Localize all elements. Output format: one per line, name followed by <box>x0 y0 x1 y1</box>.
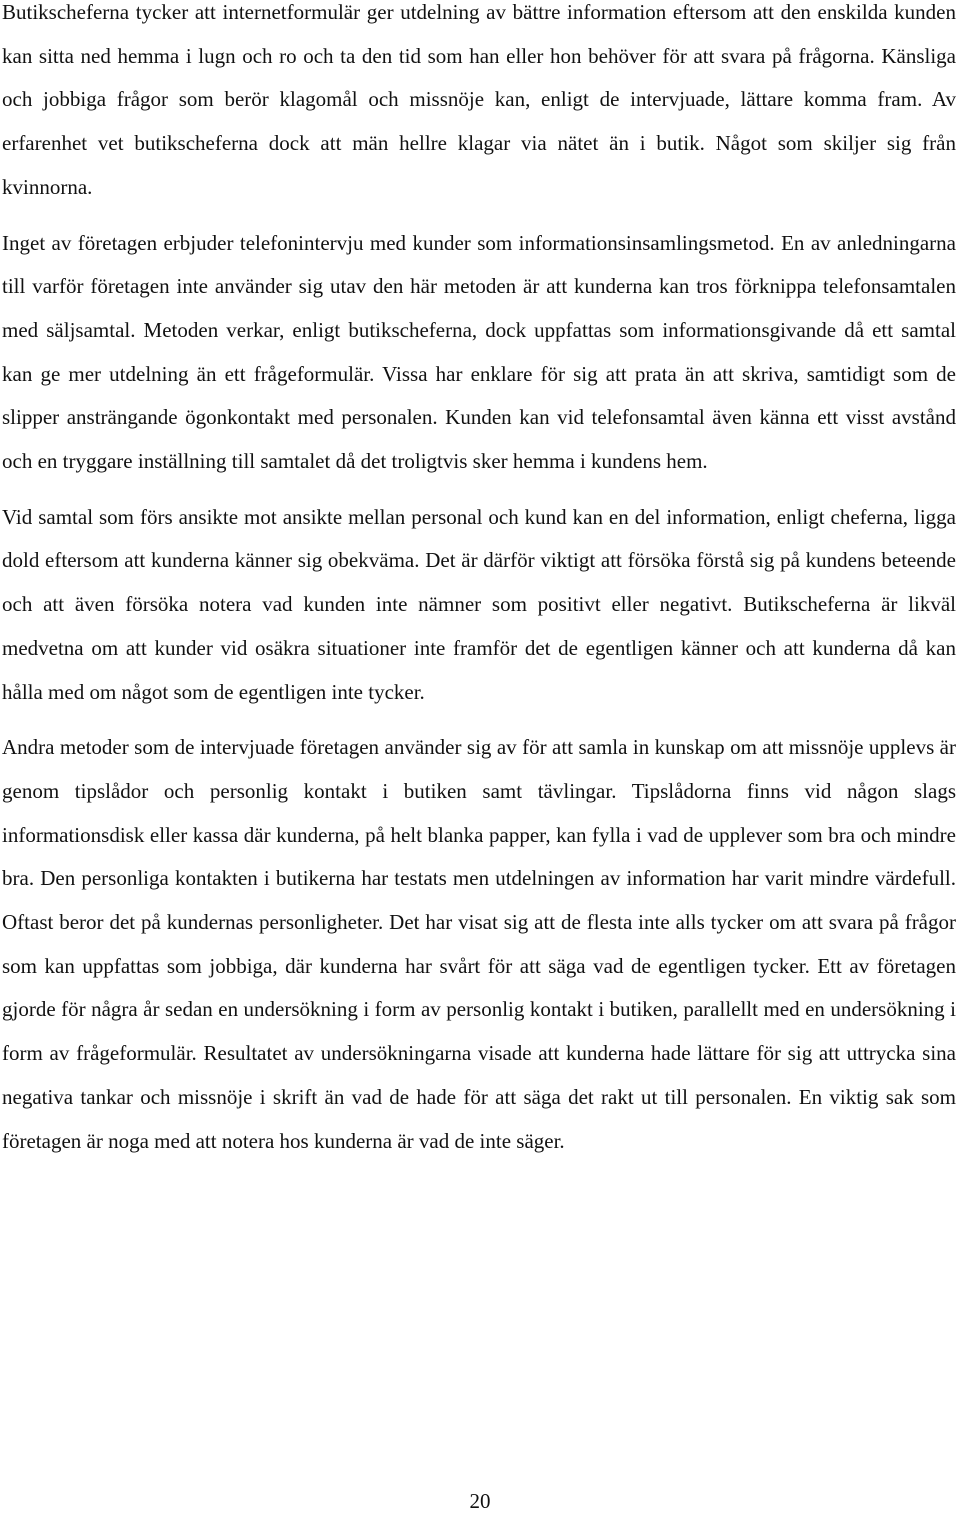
paragraph-internet-forms: Butikscheferna tycker att internetformulär ger utdelning av bättre information eftersom att den enskilda kunden kan sitta ned hemma i lugn och ro och ta den tid som han eller hon behöver för att svara på frågorna. Känsliga och jobbiga frågor som berör klagomål och missnöje kan, enligt de intervjuade, lättare komma fram. Av erfarenhet vet butikscheferna dock att män hellre klagar via nätet än i butik. Något som skiljer sig från kvinnorna. <box>2 0 956 199</box>
paragraph-other-methods: Andra metoder som de intervjuade företagen använder sig av för att samla in kunskap om att missnöje upplevs är genom tipslådor och personlig kontakt i butiken samt tävlingar. Tipslådorna finns vid någon slags informationsdisk eller kassa där kunderna, på helt blanka papper, kan fylla i vad de upplever som bra och mindre bra. Den personliga kontakten i butikerna har testats men utdelningen av information har varit mindre värdefull. Oftast beror det på kundernas personligheter. Det har visat sig att de flesta inte alls tycker om att svara på frågor som kan uppfattas som jobbiga, där kunderna har svårt för att säga vad de egentligen tycker. Ett av företagen gjorde för några år sedan en undersökning i form av personlig kontakt i butiken, parallellt med en undersökning i form av frågeformulär. Resultatet av undersökningarna visade att kunderna hade lättare för sig att uttrycka sina negativa tankar och missnöje i skrift än vad de hade för att säga det rakt ut till personalen. En viktig sak som företagen är noga med att notera hos kunderna är vad de inte säger. <box>2 735 956 1153</box>
paragraph-face-to-face: Vid samtal som förs ansikte mot ansikte mellan personal och kund kan en del information, enligt cheferna, ligga dold eftersom att kunderna känner sig obekväma. Det är därför viktigt att försöka förstå sig på kundens beteende och att även försöka notera vad kunden inte nämner som positivt eller negativt. Butikscheferna är likväl medvetna om att kunder vid osäkra situationer inte framför det de egentligen känner och att kunderna då kan hålla med om något som de egentligen inte tycker. <box>2 504 956 704</box>
page-number: 20 <box>469 1489 491 1513</box>
body-text <box>2 0 956 1163</box>
paragraph-telephone-interviews: Inget av företagen erbjuder telefonintervju med kunder som informationsinsamlingsmetod. En av anledningarna till varför företagen inte använder sig utav den här metoden är att kunderna kan tros förknippa telefonsamtalen med säljsamtal. Metoden verkar, enligt butikscheferna, dock uppfattas som informationsgivande då ett samtal kan ge mer utdelning än ett frågeformulär. Vissa har enklare för sig att prata än att skriva, samtidigt som de slipper ansträngande ögonkontakt med personalen. Kunden kan vid telefonsamtal även känna ett visst avstånd och en tryggare inställning till samtalet då det troligtvis sker hemma i kundens hem. <box>2 230 956 474</box>
